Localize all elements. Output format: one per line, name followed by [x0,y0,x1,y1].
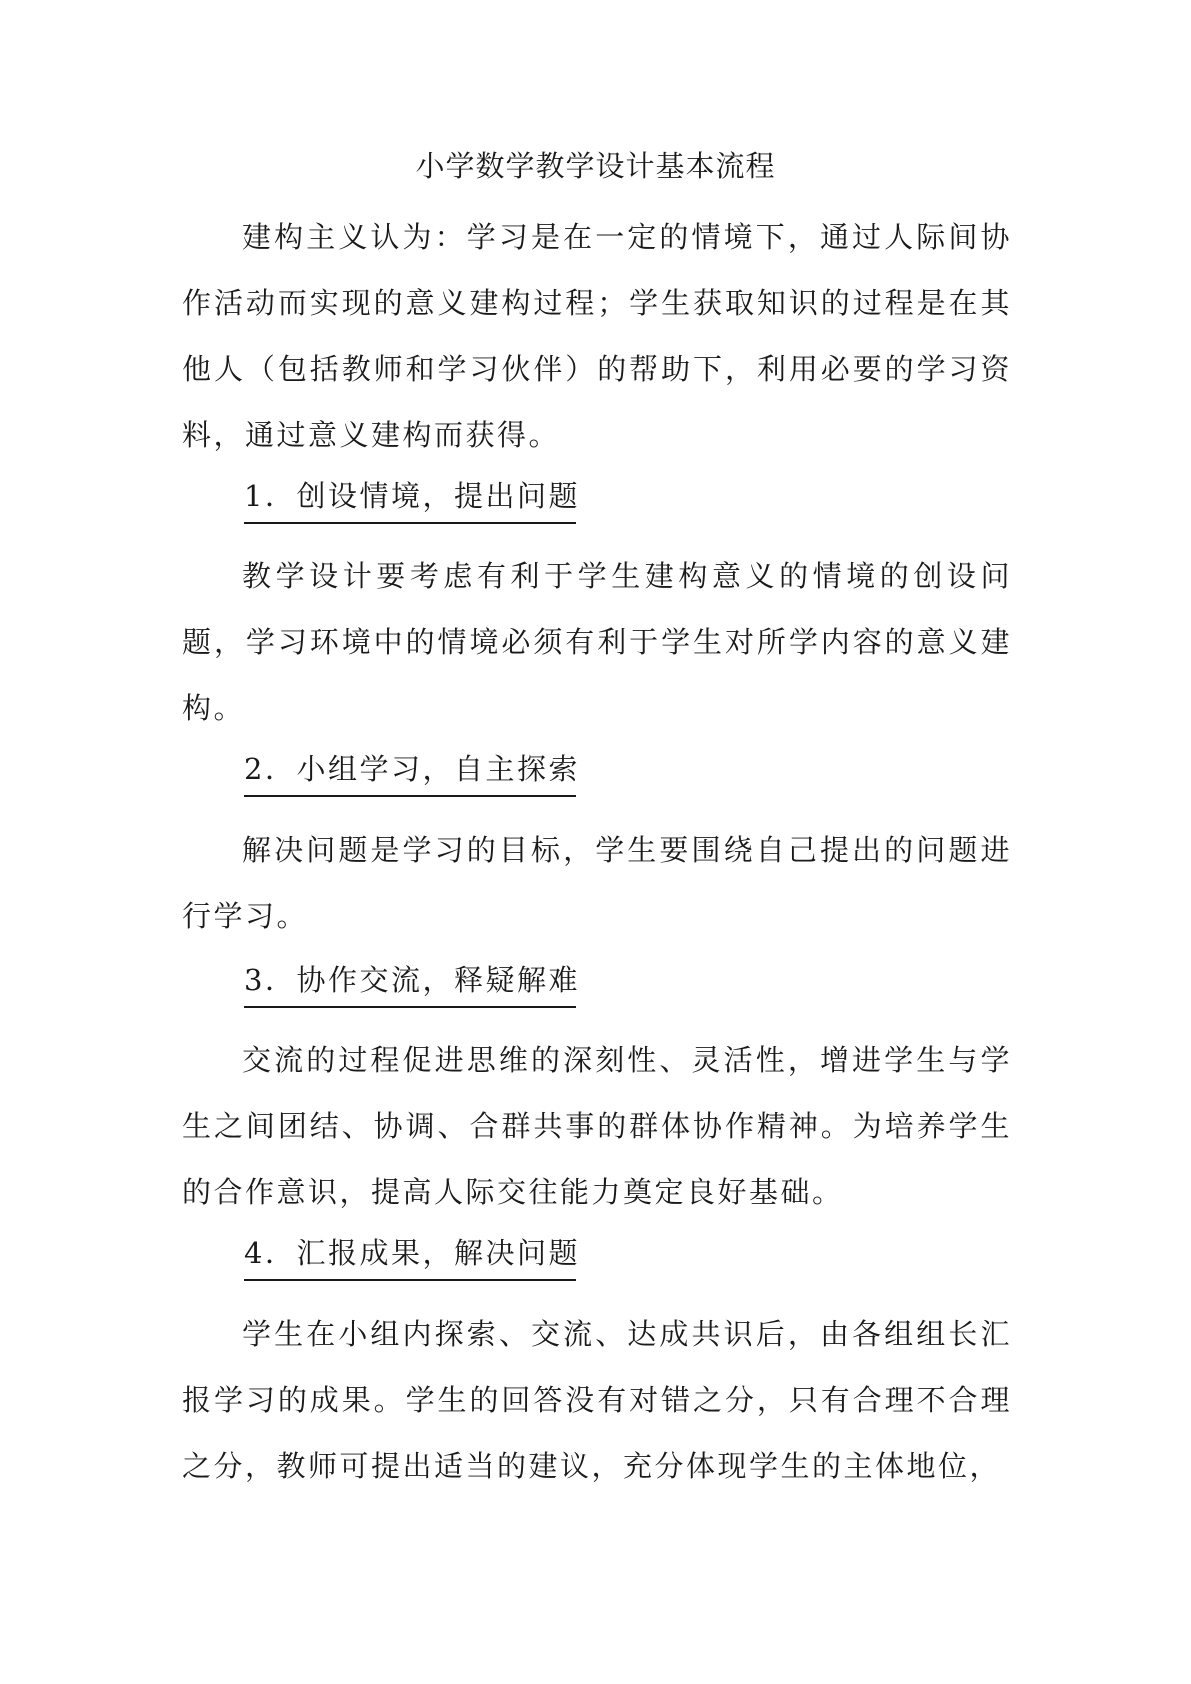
section-heading-4: 4．汇报成果，解决问题 [244,1231,576,1281]
section-body-2: 解决问题是学习的目标，学生要围绕自己提出的问题进行学习。 [182,833,1012,933]
section-heading-1: 1．创设情境，提出问题 [244,474,576,524]
intro-paragraph: 建构主义认为：学习是在一定的情境下，通过人际间协作活动而实现的意义建构过程；学生获取知识的过程是在其他人（包括教师和学习伙伴）的帮助下，利用必要的学习资料，通过意义建构而获得。 [182,220,1012,452]
section-heading-3: 3．协作交流，释疑解难 [244,958,576,1008]
section-body-1: 教学设计要考虑有利于学生建构意义的情境的创设问题，学习环境中的情境必须有利于学生对所学内容的意义建构。 [182,559,1012,725]
section-body-3: 交流的过程促进思维的深刻性、灵活性，增进学生与学生之间团结、协调、合群共事的群体协作精神。为培养学生的合作意识，提高人际交往能力奠定良好基础。 [182,1043,1012,1209]
document-title: 小学数学教学设计基本流程 [415,149,776,183]
section-body-4: 学生在小组内探索、交流、达成共识后，由各组组长汇报学习的成果。学生的回答没有对错之分，只有合理不合理之分，教师可提出适当的建议，充分体现学生的主体地位， [182,1317,1012,1483]
section-heading-2: 2．小组学习，自主探索 [244,747,576,797]
